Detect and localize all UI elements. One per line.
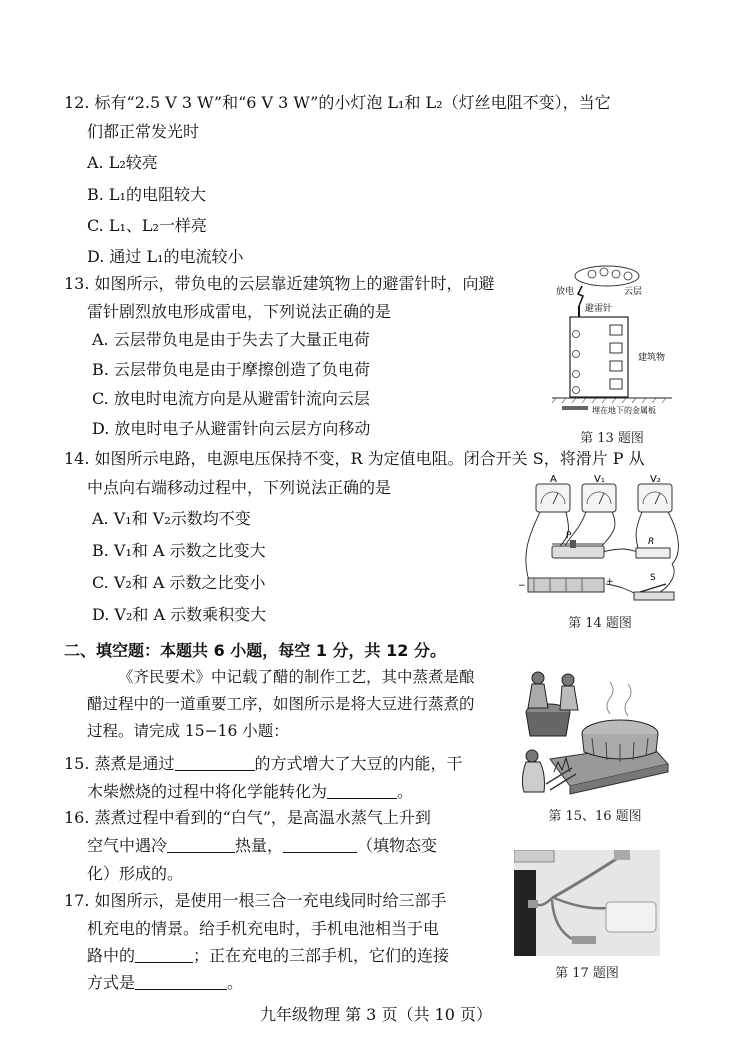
battery-icon: [518, 577, 614, 592]
voltmeter-v1-icon: [582, 474, 616, 512]
svg-text:V₁: V₁: [594, 474, 605, 485]
q15-blank-2[interactable]: [327, 780, 397, 799]
q13-option-c: C. 放电时电流方向是从避雷针流向云层: [92, 389, 370, 408]
svg-text:S: S: [650, 573, 656, 583]
q17-blank-2[interactable]: [135, 971, 227, 990]
circuit-figure: [510, 474, 690, 610]
q14-stem-line2: 中点向右端移动过程中，下列说法正确的是: [87, 478, 392, 497]
q13-stem-line2: 雷针剧烈放电形成雷电，下列说法正确的是: [87, 302, 392, 321]
svg-text:R: R: [648, 537, 655, 547]
rheostat-icon: [552, 531, 604, 558]
label-discharge: 放电: [556, 287, 575, 297]
q17-line1: 17. 如图所示，是使用一根三合一充电线同时给三部手: [64, 891, 447, 910]
q14-option-d: D. V₂和 A 示数乘积变大: [92, 605, 267, 624]
q13-option-a: A. 云层带负电是由于失去了大量正电荷: [92, 330, 370, 349]
lightning-rod-figure: [552, 262, 672, 427]
section-fill-in-title: 二、填空题：本题共 6 小题，每空 1 分，共 12 分。: [64, 641, 446, 660]
charging-cable-figure: [514, 850, 660, 956]
svg-text:+: +: [606, 577, 614, 587]
intro-figure-caption: 第 15、16 题图: [548, 809, 642, 824]
q17-line2: 机充电的情景。给手机充电时，手机电池相当于电: [87, 919, 440, 938]
label-rod: 避雷针: [585, 304, 613, 314]
q14-figure-caption: 第 14 题图: [568, 616, 632, 631]
q12-option-c: C. L₁、L₂一样亮: [87, 216, 207, 235]
q14-option-c: C. V₂和 A 示数之比变小: [92, 573, 266, 592]
q12-option-a: A. L₂较亮: [87, 153, 158, 172]
voltmeter-v2-icon: [638, 474, 672, 512]
svg-text:−: −: [518, 581, 526, 591]
q17-line4: 方式是 。: [87, 973, 244, 992]
q15-line2: 木柴燃烧的过程中将化学能转化为 。: [87, 782, 414, 801]
q13-option-b: B. 云层带负电是由于摩擦创造了负电荷: [92, 360, 370, 379]
q13-figure-caption: 第 13 题图: [580, 431, 644, 446]
q13-stem-line1: 13. 如图所示，带负电的云层靠近建筑物上的避雷针时，向避: [64, 274, 495, 293]
label-cloud: 云层: [624, 287, 643, 297]
q16-line2: 空气中遇冷 热量， （填物态变: [87, 836, 438, 855]
q16-blank-1[interactable]: [167, 834, 235, 853]
svg-text:A: A: [550, 474, 557, 485]
q16-blank-2[interactable]: [283, 834, 357, 853]
q12-stem-line1: 12. 标有“2.5 V 3 W”和“6 V 3 W”的小灯泡 L₁和 L₂（灯丝电阻不变），当它: [64, 93, 611, 112]
intro-line2: 醋过程中的一道重要工序，如图所示是将大豆进行蒸煮的: [87, 695, 475, 713]
intro-line1: 《齐民要术》中记载了醋的制作工艺，其中蒸煮是酿: [118, 668, 475, 686]
steaming-soybeans-figure: [510, 664, 670, 800]
q17-blank-1[interactable]: [135, 944, 193, 963]
ammeter-icon: [536, 474, 570, 512]
q12-stem-line2: 们都正常发光时: [87, 122, 200, 141]
intro-line3: 过程。请完成 15−16 小题：: [87, 722, 289, 740]
q14-option-a: A. V₁和 V₂示数均不变: [92, 509, 251, 528]
q17-figure-caption: 第 17 题图: [555, 966, 619, 981]
svg-text:V₂: V₂: [650, 474, 661, 485]
svg-text:P: P: [566, 531, 572, 541]
page-footer: 九年级物理 第 3 页（共 10 页）: [260, 1005, 492, 1024]
q15-blank-1[interactable]: [175, 752, 255, 771]
q16-line1: 16. 蒸煮过程中看到的“白气”，是高温水蒸气上升到: [64, 808, 431, 827]
q12-option-d: D. 通过 L₁的电流较小: [87, 247, 244, 266]
label-metal-plate: 埋在地下的金属板: [592, 406, 656, 415]
resistor-icon: [636, 537, 670, 558]
q17-line3: 路中的 ；正在充电的三部手机，它们的连接: [87, 946, 450, 965]
q13-option-d: D. 放电时电子从避雷针向云层方向移动: [92, 419, 371, 438]
q14-stem-line1: 14. 如图所示电路，电源电压保持不变，R 为定值电阻。闭合开关 S，将滑片 P 从: [64, 449, 645, 468]
q16-line3: 化）形成的。: [87, 864, 184, 883]
q12-option-b: B. L₁的电阻较大: [87, 185, 206, 204]
q14-option-b: B. V₁和 A 示数之比变大: [92, 541, 266, 560]
switch-icon: [634, 573, 674, 600]
q15-line1: 15. 蒸煮是通过 的方式增大了大豆的内能，干: [64, 754, 463, 773]
label-building: 建筑物: [638, 353, 666, 363]
